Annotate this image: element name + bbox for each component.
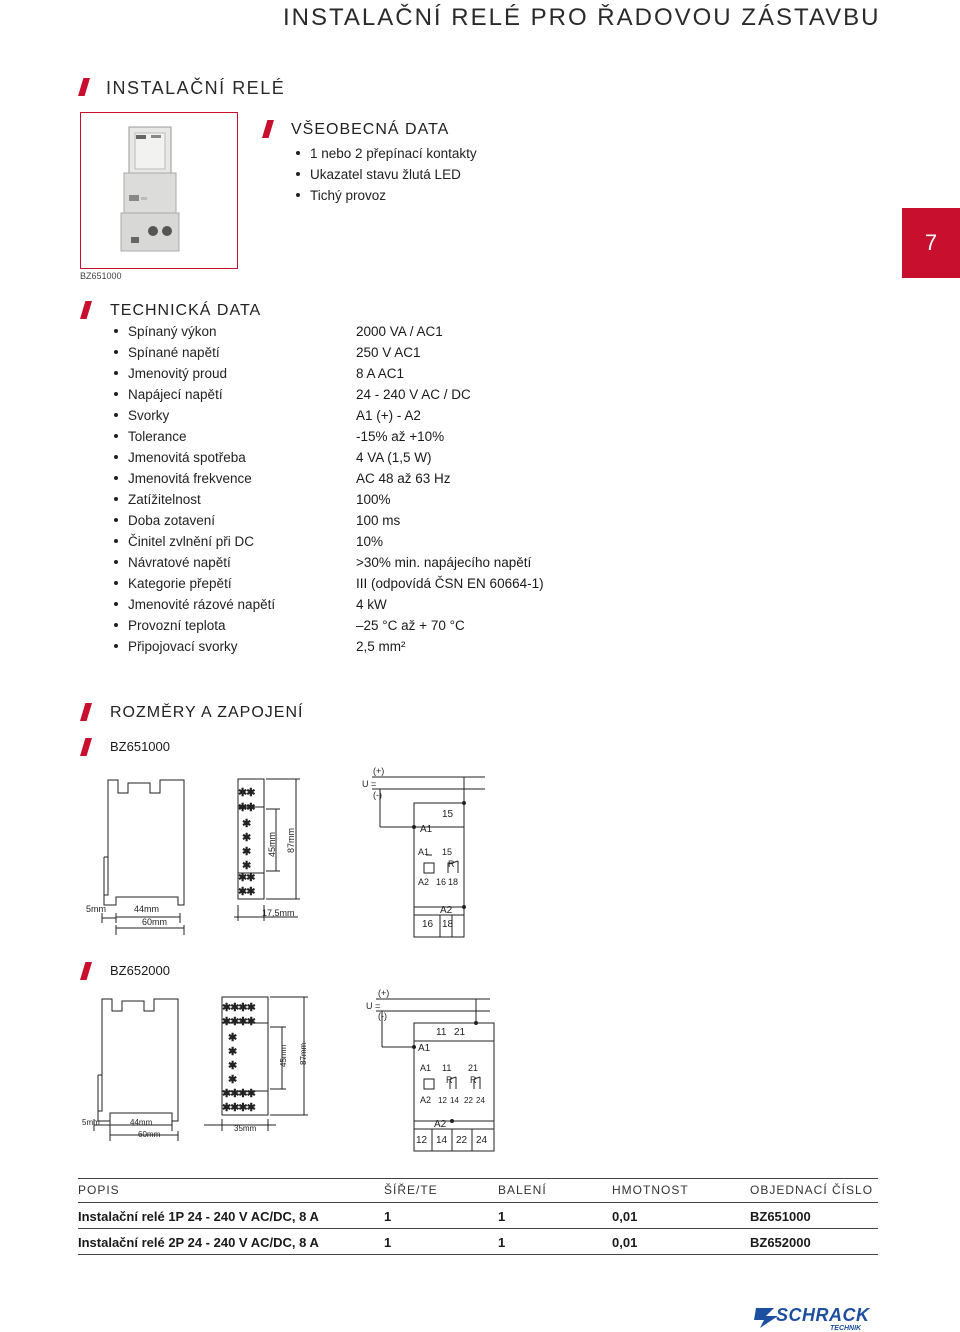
- tech-row: [114, 636, 614, 657]
- d1-dim-b: 44mm: [134, 904, 160, 914]
- tech-label: Svorky: [114, 405, 169, 426]
- d2-c14: 14: [450, 1096, 459, 1105]
- tech-label: Napájecí napětí: [114, 384, 223, 405]
- tech-row: [114, 468, 614, 489]
- svg-text:✱: ✱: [228, 1060, 238, 1072]
- d1-c15: 15: [442, 847, 453, 857]
- tech-value: 250 V AC1: [356, 345, 421, 360]
- tech-value: 100%: [356, 492, 391, 507]
- d1-c18-bottom: 18: [442, 919, 454, 930]
- general-item: 1 nebo 2 přepínací kontakty: [296, 143, 477, 164]
- general-heading: VŠEOBECNÁ DATA: [291, 121, 450, 138]
- svg-text:✱: ✱: [242, 860, 252, 872]
- d2-c14-bottom: 14: [436, 1135, 448, 1146]
- d1-plus: (+): [373, 766, 385, 776]
- tech-row: [114, 321, 614, 342]
- d2-plus: (+): [378, 988, 390, 998]
- tech-row: [114, 531, 614, 552]
- tech-label: Tolerance: [114, 426, 187, 447]
- d1-dim-a: 5mm: [86, 904, 106, 914]
- tech-row: [114, 510, 614, 531]
- tech-value: III (odpovídá ČSN EN 60664-1): [356, 576, 544, 591]
- general-item: Tichý provoz: [296, 185, 477, 206]
- d2-c12: 12: [438, 1096, 447, 1105]
- svg-text:✱✱✱✱: ✱✱✱✱: [222, 1102, 255, 1114]
- section-title: INSTALAČNÍ RELÉ: [106, 78, 286, 98]
- d1-minus: (-): [373, 790, 382, 800]
- table-row: [78, 1229, 878, 1255]
- d1-c18: 18: [448, 877, 459, 887]
- tech-label: Doba zotavení: [114, 510, 215, 531]
- tech-value: 4 VA (1,5 W): [356, 450, 432, 465]
- svg-text:✱: ✱: [242, 832, 252, 844]
- tech-table: [114, 321, 614, 661]
- d1-c16-bottom: 16: [422, 919, 434, 930]
- cell-baleni: 1: [498, 1229, 612, 1255]
- col-popis: POPIS: [78, 1179, 384, 1203]
- d2-marker-icon: [80, 962, 92, 980]
- d2-u: U =: [366, 1001, 381, 1011]
- general-list: [296, 143, 477, 206]
- d2-dim-b: 44mm: [130, 1118, 153, 1127]
- svg-text:✱: ✱: [242, 846, 252, 858]
- tech-value: 2000 VA / AC1: [356, 324, 443, 339]
- tech-label: Připojovací svorky: [114, 636, 238, 657]
- tech-value: 2,5 mm²: [356, 639, 406, 654]
- col-hmotnost: HMOTNOST: [612, 1179, 750, 1203]
- cell-hmotnost: 0,01: [612, 1203, 750, 1229]
- svg-text:✱✱: ✱✱: [238, 787, 255, 799]
- tech-value: 8 A AC1: [356, 366, 405, 381]
- cell-hmotnost: 0,01: [612, 1229, 750, 1255]
- page-title: INSTALAČNÍ RELÉ PRO ŘADOVOU ZÁSTAVBU: [283, 4, 881, 31]
- tech-label: Jmenovité rázové napětí: [114, 594, 275, 615]
- svg-text:✱✱✱✱: ✱✱✱✱: [222, 1002, 255, 1014]
- table-row: [78, 1203, 878, 1229]
- tech-value: 4 kW: [356, 597, 387, 612]
- svg-text:✱✱: ✱✱: [238, 802, 255, 814]
- chapter-number: 7: [924, 230, 938, 255]
- svg-text:✱✱: ✱✱: [238, 886, 255, 898]
- tech-value: -15% až +10%: [356, 429, 445, 444]
- tech-label: Jmenovitý proud: [114, 363, 227, 384]
- tech-value: 100 ms: [356, 513, 401, 528]
- d2-c24: 24: [476, 1096, 485, 1105]
- tech-label: Jmenovitá spotřeba: [114, 447, 246, 468]
- d2-dim-h2: 87mm: [299, 1042, 308, 1065]
- tech-row: [114, 363, 614, 384]
- d2-a1: A1: [420, 1063, 432, 1073]
- col-sire: ŠÍŘE/TE: [384, 1179, 498, 1203]
- d2-dim-h1: 45mm: [279, 1044, 288, 1067]
- schrack-logo: [752, 1300, 876, 1332]
- tech-value: –25 °C až + 70 °C: [356, 618, 465, 633]
- tech-value: 24 - 240 V AC / DC: [356, 387, 471, 402]
- tech-marker-icon: [80, 301, 92, 319]
- tech-label: Návratové napětí: [114, 552, 231, 573]
- chapter-tab: [902, 208, 960, 278]
- svg-text:✱✱✱✱: ✱✱✱✱: [222, 1016, 255, 1028]
- d1-a1-top: A1: [420, 824, 433, 835]
- d1-marker-icon: [80, 738, 92, 756]
- tech-value: >30% min. napájecího napětí: [356, 555, 532, 570]
- cell-baleni: 1: [498, 1203, 612, 1229]
- d1-wiring: [372, 777, 485, 937]
- tech-row: [114, 447, 614, 468]
- d2-c22: 22: [464, 1096, 473, 1105]
- d2-dim-a: 5mm: [82, 1118, 100, 1127]
- logo-name: SCHRACK: [776, 1305, 870, 1325]
- tech-row: [114, 573, 614, 594]
- d1-a2: A2: [418, 877, 430, 887]
- svg-text:✱✱: ✱✱: [238, 872, 255, 884]
- d1-r: R: [448, 859, 455, 869]
- d1-dim-d: 17,5mm: [262, 908, 295, 918]
- tech-label: Jmenovitá frekvence: [114, 468, 252, 489]
- d2-side-view: [98, 999, 178, 1121]
- table-header-row: [78, 1179, 878, 1203]
- relay-image: [81, 113, 236, 267]
- tech-value: 10%: [356, 534, 384, 549]
- logo-sub: TECHNIK: [830, 1325, 862, 1332]
- tech-row: [114, 426, 614, 447]
- d2-minus: (-): [378, 1011, 387, 1021]
- col-baleni: BALENÍ: [498, 1179, 612, 1203]
- svg-text:✱: ✱: [228, 1074, 238, 1086]
- tech-row: [114, 615, 614, 636]
- d1-dim-c: 60mm: [142, 917, 168, 927]
- dims-marker-icon: [80, 703, 92, 721]
- d1-c15-top: 15: [442, 809, 454, 820]
- product-photo: [80, 112, 238, 269]
- d2-c21: 21: [468, 1063, 479, 1073]
- tech-label: Spínaný výkon: [114, 321, 217, 342]
- logo-bolt-icon: [754, 1308, 778, 1328]
- d1-a1: A1: [418, 847, 430, 857]
- d2-dim-c: 60mm: [138, 1130, 161, 1139]
- cell-sire: 1: [384, 1229, 498, 1255]
- cell-popis: Instalační relé 1P 24 - 240 V AC/DC, 8 A: [78, 1203, 384, 1229]
- tech-row: [114, 405, 614, 426]
- section-marker-icon: [78, 78, 90, 96]
- dims-heading: ROZMĚRY A ZAPOJENÍ: [110, 704, 304, 721]
- tech-label: Zatížitelnost: [114, 489, 201, 510]
- tech-row: [114, 552, 614, 573]
- tech-label: Spínané napětí: [114, 342, 220, 363]
- tech-label: Kategorie přepětí: [114, 573, 232, 594]
- d2-c22-bottom: 22: [456, 1135, 468, 1146]
- col-objednaci: OBJEDNACÍ ČÍSLO: [750, 1179, 878, 1203]
- tech-row: [114, 489, 614, 510]
- svg-text:✱: ✱: [228, 1032, 238, 1044]
- d1-dim-h2: 87mm: [286, 827, 296, 853]
- d1-a2-bottom: A2: [440, 905, 453, 916]
- d2-a1-top: A1: [418, 1043, 431, 1054]
- cell-popis: Instalační relé 2P 24 - 240 V AC/DC, 8 A: [78, 1229, 384, 1255]
- d2-c11-top: 11: [436, 1027, 447, 1038]
- d2-a2-bottom: A2: [434, 1119, 447, 1130]
- d2-code: BZ652000: [110, 963, 170, 978]
- d1-code: BZ651000: [110, 739, 170, 754]
- photo-caption: BZ651000: [80, 271, 122, 281]
- d1-u: U =: [362, 779, 377, 789]
- general-marker-icon: [262, 120, 274, 138]
- cell-objednaci: BZ651000: [750, 1203, 878, 1229]
- tech-value: AC 48 až 63 Hz: [356, 471, 451, 486]
- drawing-bz651000: [80, 765, 500, 945]
- tech-value: A1 (+) - A2: [356, 408, 421, 423]
- tech-row: [114, 594, 614, 615]
- cell-objednaci: BZ652000: [750, 1229, 878, 1255]
- d2-c11: 11: [442, 1063, 452, 1073]
- tech-label: Provozní teplota: [114, 615, 226, 636]
- d2-dim-d: 35mm: [234, 1124, 257, 1133]
- d1-side-view: [104, 780, 184, 905]
- d2-c12-bottom: 12: [416, 1135, 428, 1146]
- d2-c21-top: 21: [454, 1027, 466, 1038]
- tech-heading: TECHNICKÁ DATA: [110, 302, 262, 319]
- svg-text:✱: ✱: [242, 818, 252, 830]
- d2-r1: R: [446, 1075, 453, 1085]
- product-table: [78, 1178, 878, 1255]
- cell-sire: 1: [384, 1203, 498, 1229]
- d2-c24-bottom: 24: [476, 1135, 488, 1146]
- d2-a2: A2: [420, 1095, 432, 1105]
- d2-r2: R: [470, 1075, 477, 1085]
- general-item: Ukazatel stavu žlutá LED: [296, 164, 477, 185]
- d1-dim-h1: 45mm: [267, 831, 277, 857]
- svg-text:✱: ✱: [228, 1046, 238, 1058]
- drawing-bz652000: [80, 985, 500, 1165]
- tech-row: [114, 342, 614, 363]
- d1-c16: 16: [436, 877, 447, 887]
- tech-row: [114, 384, 614, 405]
- tech-label: Činitel zvlnění při DC: [114, 531, 254, 552]
- svg-text:✱✱✱✱: ✱✱✱✱: [222, 1088, 255, 1100]
